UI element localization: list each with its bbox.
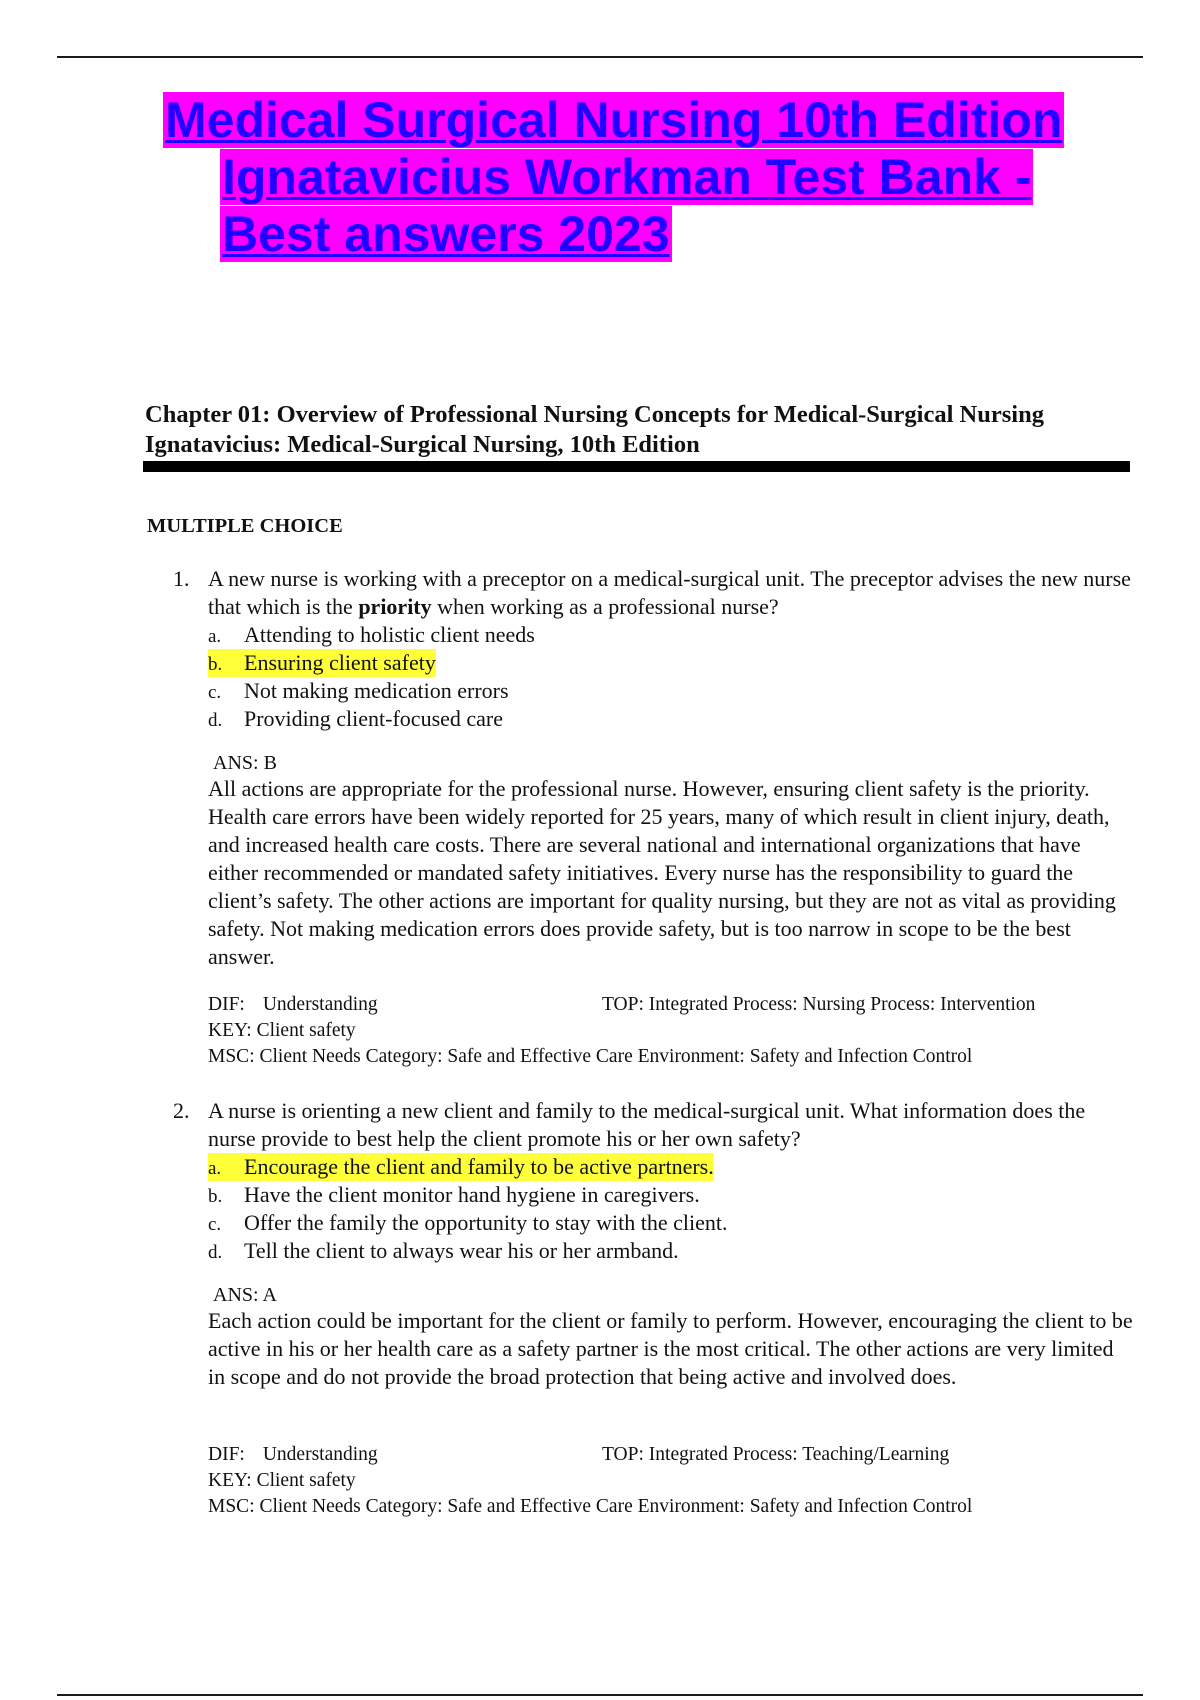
chapter-rule — [143, 461, 1130, 472]
question-number: 2. — [173, 1098, 190, 1123]
chapter-heading — [145, 400, 1135, 460]
difficulty: DIF: Understanding — [208, 994, 378, 1015]
topic: TOP: Integrated Process: Teaching/Learning — [602, 1444, 950, 1465]
keyword: KEY: Client safety — [208, 1470, 356, 1491]
top-divider — [57, 56, 1143, 58]
bottom-divider — [57, 1694, 1143, 1696]
topic: TOP: Integrated Process: Nursing Process: Intervention — [602, 994, 1036, 1015]
question-stem: A nurse is orienting a new client and family to the medical-surgical unit. What information does the nurse provide to best help the client promote his or her own safety? — [208, 1098, 1086, 1151]
title-line-2: Ignatavicius Workman Test Bank - — [222, 149, 1032, 205]
keyword: KEY: Client safety — [208, 1020, 356, 1041]
title-line-3: Best answers 2023 — [222, 206, 670, 262]
rationale: All actions are appropriate for the professional nurse. However, ensuring client safety is the priority. Health care errors have been widely reported for 25 years, many of which result in client injury, death, and increased health care costs. There are several national and international organizations that have either recommended or mandated safety initiatives. Every nurse has the responsibility to guard the client’s safety. The other actions are important for quality nursing, but they are not as vital as providing safety. Not making medication errors does provide safety, but is too narrow in scope to be the best answer. — [208, 776, 1116, 969]
difficulty: DIF: Understanding — [208, 1444, 378, 1465]
answer-key: ANS: A — [213, 1284, 277, 1306]
chapter-title: Chapter 01: Overview of Professional Nursing Concepts for Medical-Surgical Nursing — [145, 401, 1044, 428]
book-title: Ignatavicius: Medical-Surgical Nursing, 10th Edition — [145, 431, 700, 458]
option-b: b. Have the client monitor hand hygiene in caregivers. — [208, 1182, 700, 1207]
section-heading: MULTIPLE CHOICE — [147, 515, 343, 537]
msc-category: MSC: Client Needs Category: Safe and Effective Care Environment: Safety and Infection Control — [208, 1496, 973, 1517]
answer-key: ANS: B — [213, 752, 277, 774]
option-c: c. Offer the family the opportunity to stay with the client. — [208, 1210, 728, 1235]
question-number: 1. — [173, 566, 190, 591]
msc-category: MSC: Client Needs Category: Safe and Effective Care Environment: Safety and Infection Control — [208, 1046, 973, 1067]
option-d: d. Providing client-focused care — [208, 706, 504, 731]
document-title[interactable] — [163, 92, 1083, 263]
rationale: Each action could be important for the client or family to perform. However, encouraging the client to be active in his or her health care as a safety partner is the most critical. The other actions are very limited in scope and do not provide the broad protection that being active and involved does. — [208, 1308, 1133, 1389]
title-line-1: Medical Surgical Nursing 10th Edition — [165, 92, 1063, 148]
option-a: a. Attending to holistic client needs — [208, 622, 535, 647]
option-a-correct: a. Encourage the client and family to be active partners. — [208, 1154, 714, 1179]
option-d: d. Tell the client to always wear his or her armband. — [208, 1238, 679, 1263]
option-b-correct: b. Ensuring client safety — [208, 650, 436, 675]
option-c: c. Not making medication errors — [208, 678, 509, 703]
question-stem: A new nurse is working with a preceptor on a medical-surgical unit. The preceptor advises the new nurse that which is the priority when working as a professional nurse? — [208, 566, 1131, 619]
